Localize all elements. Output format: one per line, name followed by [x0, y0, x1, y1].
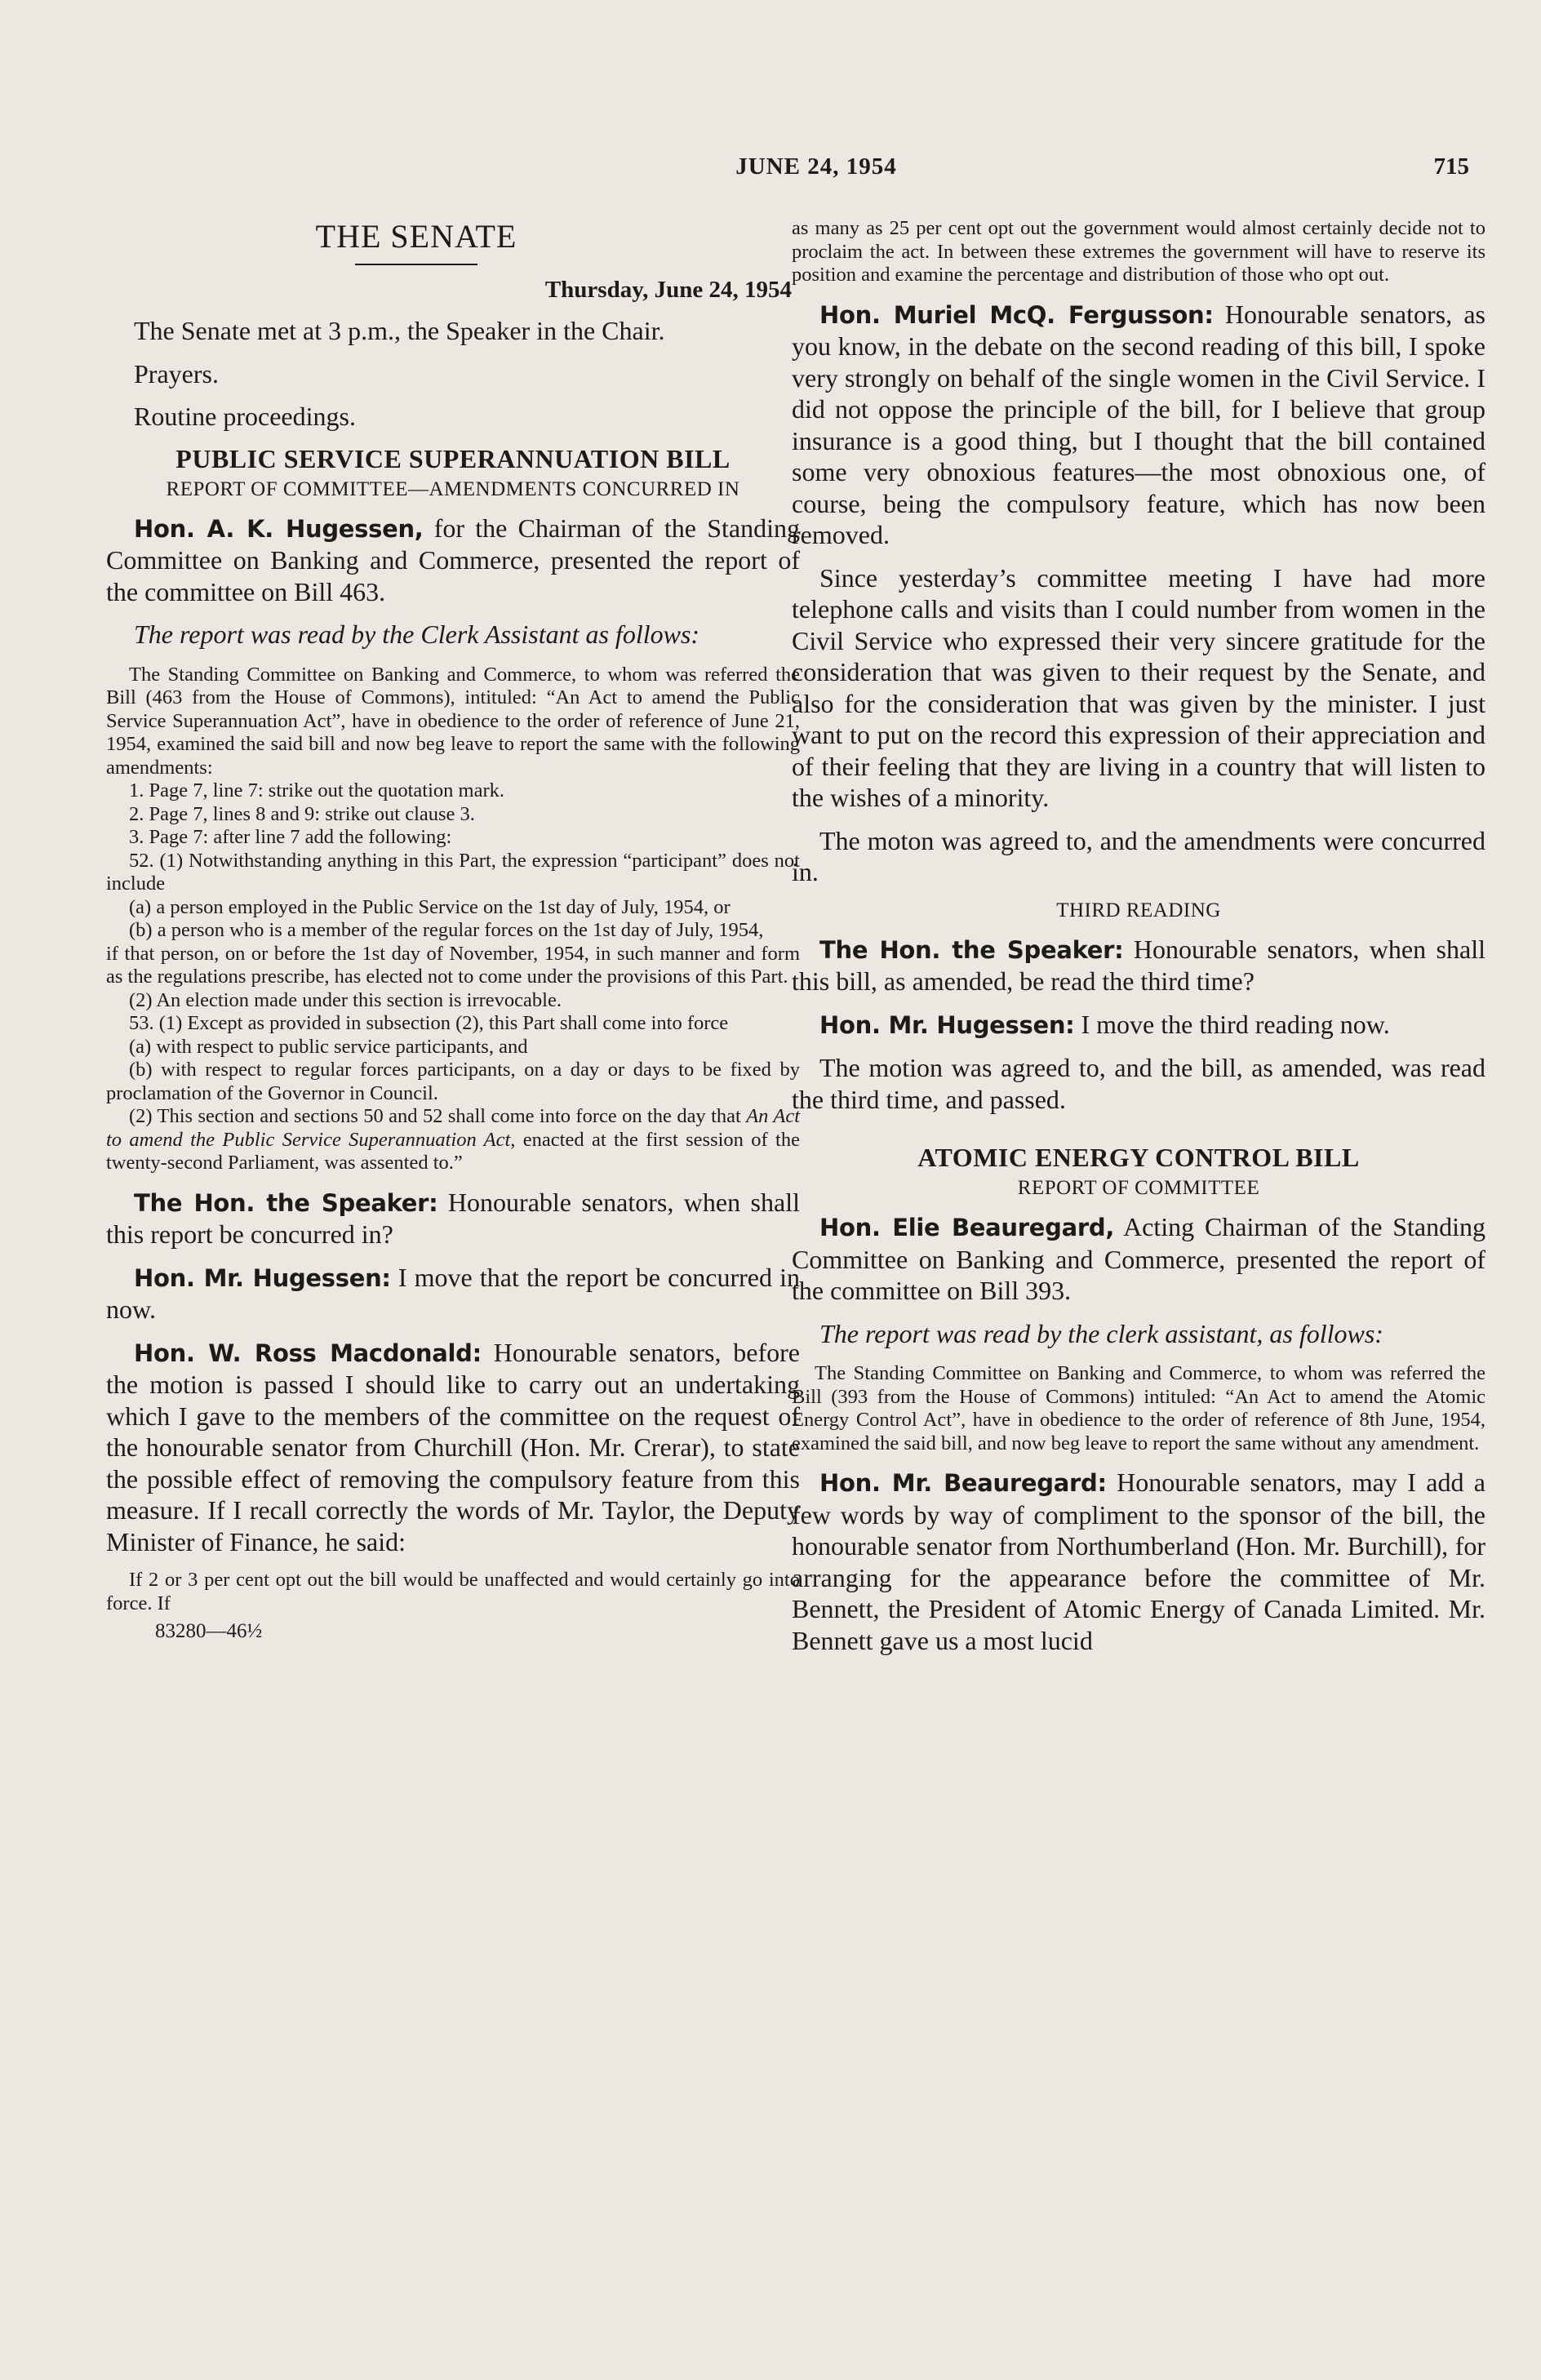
speaker-name: Hon. Muriel McQ. Fergusson:: [819, 300, 1214, 329]
report-item: (a) with respect to public service participants, and: [129, 1035, 528, 1058]
report-item: (a) a person employed in the Public Service on the 1st day of July, 1954, or: [129, 895, 731, 918]
speaker-name: The Hon. the Speaker:: [134, 1188, 438, 1217]
prayers-paragraph: Prayers.: [134, 358, 219, 389]
report-item: 3. Page 7: after line 7 add the following:: [129, 826, 452, 848]
speech-text: for the Chairman of the Standing Committee on Banking and Commerce, presented the report of the committee on Bill 463.: [106, 513, 800, 606]
third-reading-heading: THIRD READING: [1056, 899, 1221, 921]
speech-paragraph: [106, 1262, 800, 1325]
speech-text: Honourable senators, when shall this bill, as amended, be read the third time?: [792, 934, 1485, 996]
speech-paragraph: Since yesterday’s committee meeting I have had more telephone calls and visits than I could number from women in the Civil Service who expressed their very sincere gratitude for the consideration that was given to their request by the Senate, and also for the consideration that was given by the minister. I just want to put on the record this expression of their appreciation and of their feeling that they are living in a country that will listen to the wishes of a minority.: [792, 562, 1485, 812]
speech-paragraph: [106, 1337, 800, 1558]
speech-text: Acting Chairman of the Standing Committee on Banking and Commerce, presented the report of the committee on Bill 393.: [792, 1212, 1485, 1305]
bill-title: ATOMIC ENERGY CONTROL BILL: [917, 1143, 1360, 1172]
running-header: [0, 153, 1541, 194]
speech-paragraph: [792, 299, 1485, 551]
section-title: THE SENATE: [315, 218, 517, 255]
title-rule: [355, 264, 477, 265]
report-intro: The report was read by the clerk assistant, as follows:: [819, 1318, 1383, 1348]
speaker-name: Hon. W. Ross Macdonald:: [134, 1339, 482, 1367]
sitting-date: Thursday, June 24, 1954: [544, 277, 792, 303]
report-item: (2) An election made under this section is irrevocable.: [129, 988, 562, 1011]
speech-text: I move the third reading now.: [1074, 1009, 1390, 1039]
speech-paragraph: [106, 513, 800, 608]
header-date: JUNE 24, 1954: [735, 153, 897, 180]
report-text: enacted at the first session of the twenty-second Parliament, was assented to.”: [106, 1128, 800, 1174]
speech-paragraph: [792, 934, 1485, 997]
report-item: (b) a person who is a member of the regular forces on the 1st day of July, 1954,: [129, 919, 764, 941]
routine-paragraph: Routine proceedings.: [134, 402, 356, 431]
speech-text: Honourable senators, before the motion is passed I should like to carry out an undertaking which I gave to the members of the committee on the request of the honourable senator from Churchill (Hon. Mr. Crerar), to state the possible effect of removing the compulsory feature from this measure. If I recall correctly the words of Mr. Taylor, the Deputy Minister of Finance, he said:: [106, 1337, 800, 1556]
report-paragraph: The Standing Committee on Banking and Commerce, to whom was referred the Bill (393 from the House of Commons) intituled: “An Act to amend the Atomic Energy Control Act”, have in obedience to the order of reference of 8th June, 1954, examined the said bill, and now beg leave to report the same without any amendment.: [792, 1362, 1485, 1454]
speech-paragraph: [106, 1187, 800, 1250]
report-item: 1. Page 7, line 7: strike out the quotation mark.: [129, 779, 504, 801]
speaker-name: Hon. Mr. Hugessen:: [819, 1010, 1075, 1039]
right-column: [792, 217, 1485, 1667]
quoted-text: as many as 25 per cent opt out the government would almost certainly decide not to proclaim the act. In between these extremes the government will have to reserve its position and examine the percentage and distribution of those who opt out.: [792, 217, 1485, 286]
quoted-text: If 2 or 3 per cent opt out the bill would be unaffected and would certainly go into force. If: [106, 1569, 800, 1614]
speech-text: I move that the report be concurred in now.: [106, 1262, 801, 1324]
act-title: An Act to amend the Public Service Superannuation Act,: [106, 1105, 801, 1151]
speaker-name: The Hon. the Speaker:: [819, 935, 1124, 964]
report-item: 2. Page 7, lines 8 and 9: strike out clause 3.: [129, 802, 475, 825]
speaker-name: Hon. Mr. Beauregard:: [819, 1469, 1107, 1497]
speech-paragraph: [792, 1467, 1485, 1656]
report-item: 52. (1) Notwithstanding anything in this Part, the expression “participant” does not include: [106, 849, 800, 895]
speaker-name: Hon. Elie Beauregard,: [819, 1214, 1115, 1241]
report-paragraph: The Standing Committee on Banking and Commerce, to whom was referred the Bill (463 from the House of Commons), intituled: “An Act to amend the Public Service Superannuation Act”, have in obedience to the order of reference of June 21, 1954, examined the said bill and now beg leave to report the same with the following amendments:: [106, 663, 800, 779]
speech-text: Honourable senators, as you know, in the debate on the second reading of this bill, I spoke very strongly on behalf of the single women in the Civil Service. I did not oppose the principle of the bill, for I believe that group insurance is a good thing, but I thought that the bill contained some very obnoxious features—the most obnoxious one, of course, being the compulsory feature, which has now been removed.: [792, 299, 1485, 549]
speech-text: Honourable senators, when shall this report be concurred in?: [106, 1187, 800, 1249]
bill-subheading: REPORT OF COMMITTEE—AMENDMENTS CONCURRED IN: [166, 477, 740, 500]
left-column: [106, 217, 800, 1643]
bill-title: PUBLIC SERVICE SUPERANNUATION BILL: [175, 443, 731, 473]
speech-text: Honourable senators, may I add a few words by way of compliment to the sponsor of the bill, the honourable senator from Northumberland (Hon. Mr. Burchill), for arranging for the appearance before the committee of Mr. Bennett, the President of Atomic Energy of Canada Limited. Mr. Bennett gave us a most lucid: [792, 1468, 1485, 1655]
print-code: 83280—46½: [155, 1620, 263, 1642]
report-item: (b) with respect to regular forces participants, on a day or days to be fixed by proclamation of the Governor in Council.: [106, 1059, 800, 1104]
report-text: (2) This section and sections 50 and 52 shall come into force on the day that: [129, 1105, 747, 1127]
speaker-name: Hon. A. K. Hugessen,: [134, 514, 424, 543]
speech-paragraph: [792, 1211, 1485, 1307]
report-item: if that person, on or before the 1st day of November, 1954, in such manner and form as the regulations prescribe, has elected not to come under the provisions of this Part.: [106, 942, 800, 988]
spacer: [792, 1126, 1485, 1136]
speaker-name: Hon. Mr. Hugessen:: [134, 1263, 391, 1292]
report-item: 53. (1) Except as provided in subsection (2), this Part shall come into force: [129, 1012, 729, 1034]
motion-paragraph: The motion was agreed to, and the bill, as amended, was read the third time, and passed.: [792, 1053, 1485, 1114]
bill-subheading: REPORT OF COMMITTEE: [1017, 1177, 1260, 1199]
report-intro: The report was read by the Clerk Assistant as follows:: [134, 619, 700, 649]
motion-paragraph: The moton was agreed to, and the amendments were concurred in.: [792, 825, 1485, 886]
speech-paragraph: [792, 1009, 1485, 1041]
report-item: [106, 1105, 800, 1175]
page-number: 715: [1433, 153, 1469, 180]
opening-paragraph: The Senate met at 3 p.m., the Speaker in the Chair.: [134, 316, 665, 345]
